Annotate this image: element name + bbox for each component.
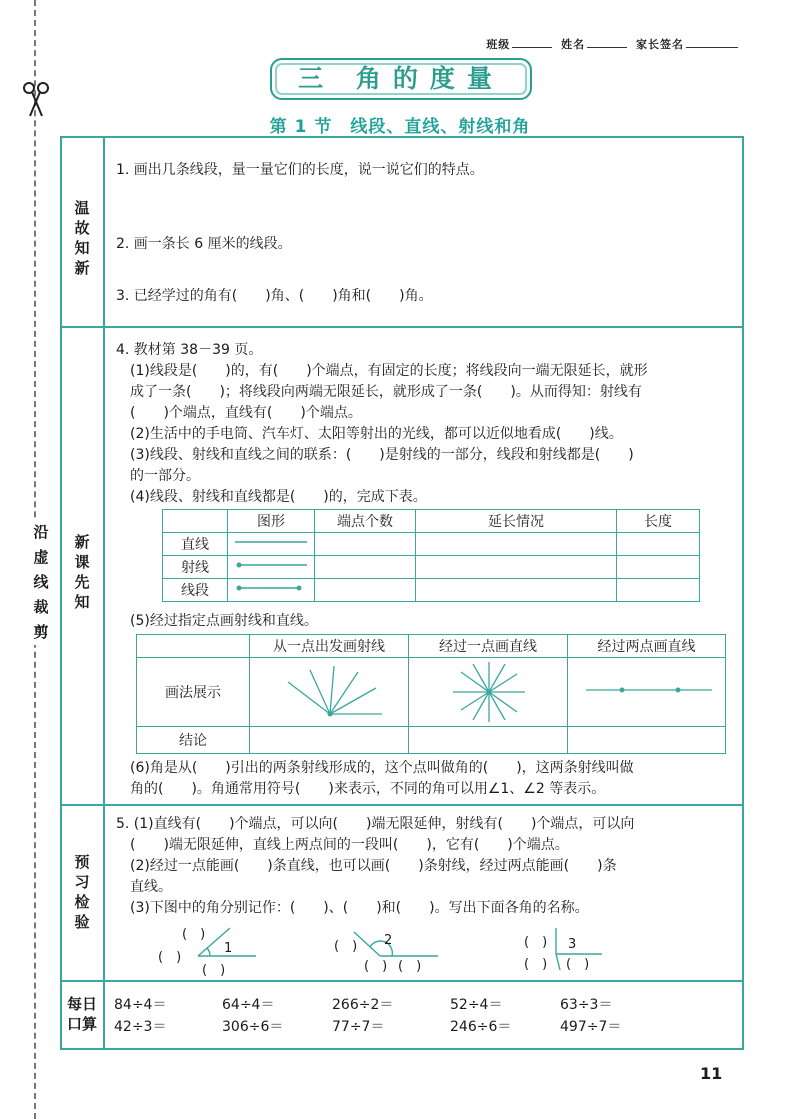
- table-header-cell: [137, 635, 250, 658]
- table-row: [137, 658, 726, 727]
- unit-title: 三 角的度量: [298, 64, 504, 93]
- daily-section-label: [62, 994, 102, 1034]
- table-row: [163, 579, 700, 602]
- lines-graphic: [413, 658, 563, 722]
- q4-1-line-b: 成了一条( )；将线段向两端无限延长，就形成了一条( )。从而得知：射线有: [130, 384, 642, 400]
- answer-cell[interactable]: [315, 556, 416, 579]
- new-label-text: 新 课 先 知: [74, 533, 90, 611]
- section-divider-2: [60, 804, 744, 806]
- angle-3-blank-bottom-2[interactable]: ( ): [566, 957, 590, 972]
- name-blank[interactable]: [587, 47, 627, 48]
- section-divider-3: [60, 980, 744, 982]
- q4-3-line-b: 的一部分。: [130, 468, 200, 484]
- calc-item: 497÷7＝: [560, 1019, 622, 1035]
- answer-cell[interactable]: [416, 533, 617, 556]
- answer-cell[interactable]: [315, 533, 416, 556]
- q4-6-line-a: (6)角是从( )引出的两条射线形成的，这个点叫做角的( )，这两条射线叫做: [130, 760, 634, 776]
- angle-1-label: 1: [224, 941, 233, 956]
- label-column-divider: [103, 136, 105, 1048]
- review-item-1: 1. 画出几条线段，量一量它们的长度，说一说它们的特点。: [116, 162, 484, 178]
- table-row: [163, 556, 700, 579]
- daily-label-text: 每日 口算: [66, 995, 97, 1033]
- table-header-cell: 经过一点画直线: [409, 635, 568, 658]
- q4-5: (5)经过指定点画射线和直线。: [130, 613, 318, 629]
- parent-sign-label: 家长签名: [636, 38, 684, 51]
- sign-line: [486, 36, 742, 52]
- q4-6-line-b: 角的( )。角通常用符号( )来表示，不同的角可以用∠1、∠2 等表示。: [130, 781, 606, 797]
- row-label: 结论: [137, 727, 250, 754]
- lines-through-point-figure: [409, 658, 568, 727]
- angle-2-blank-left[interactable]: ( ): [334, 939, 358, 954]
- table-header-cell: 从一点出发画射线: [250, 635, 409, 658]
- calc-item: 52÷4＝: [450, 997, 503, 1013]
- preview-label-text: 预 习 检 验: [74, 853, 90, 931]
- answer-cell[interactable]: [409, 727, 568, 754]
- angle-3-label: 3: [568, 937, 577, 952]
- review-section-label: [62, 198, 102, 278]
- q4-2: (2)生活中的手电筒、汽车灯、太阳等射出的光线，都可以近似地看成( )线。: [130, 426, 623, 442]
- table-row: [137, 727, 726, 754]
- angle-2-blank-bottom-1[interactable]: ( ): [364, 959, 388, 974]
- answer-cell[interactable]: [416, 579, 617, 602]
- ray-figure: [228, 556, 315, 579]
- answer-cell[interactable]: [416, 556, 617, 579]
- row-label: 射线: [163, 556, 228, 579]
- q4-3-line-a: (3)线段、射线和直线之间的联系：( )是射线的一部分，线段和射线都是( ): [130, 447, 634, 463]
- q4-1-line-a: (1)线段是( )的，有( )个端点，有固定的长度；将线段向一端无限延长，就形: [130, 363, 648, 379]
- table-row: [163, 533, 700, 556]
- angle-1-blank-left[interactable]: ( ): [158, 950, 182, 965]
- line-figure: [228, 533, 315, 556]
- row-label: 画法展示: [137, 658, 250, 727]
- q5-1-line-a: 5. (1)直线有( )个端点，可以向( )端无限延伸，射线有( )个端点，可以向: [116, 816, 635, 832]
- review-label-text: 温 故 知 新: [74, 199, 90, 277]
- review-item-2: 2. 画一条长 6 厘米的线段。: [116, 236, 292, 252]
- table-header-cell: [163, 510, 228, 533]
- calc-item: 84÷4＝: [114, 997, 167, 1013]
- q5-1-line-b: ( )端无限延伸，直线上两点间的一段叫( )，它有( )个端点。: [130, 837, 569, 853]
- calc-item: 77÷7＝: [332, 1019, 385, 1035]
- calc-item: 306÷6＝: [222, 1019, 284, 1035]
- textbook-pages: 4. 教材第 38－39 页。: [116, 342, 263, 358]
- new-section-label: [62, 532, 102, 612]
- answer-cell[interactable]: [250, 727, 409, 754]
- class-blank[interactable]: [512, 47, 552, 48]
- table-header-row: [163, 510, 700, 533]
- calc-item: 63÷3＝: [560, 997, 613, 1013]
- scissors-icon: [22, 80, 50, 120]
- segment-figure: [228, 579, 315, 602]
- two-point-line-graphic: [572, 658, 722, 722]
- rays-from-point-figure: [250, 658, 409, 727]
- table-header-cell: 端点个数: [315, 510, 416, 533]
- cut-instruction: 沿 虚 线 裁 剪: [30, 520, 52, 645]
- parent-sign-blank[interactable]: [686, 47, 738, 48]
- q5-2-line-a: (2)经过一点能画( )条直线，也可以画( )条射线，经过两点能画( )条: [130, 858, 617, 874]
- page-number: 11: [700, 1064, 723, 1083]
- table-header-cell: 长度: [617, 510, 700, 533]
- answer-cell[interactable]: [617, 556, 700, 579]
- row-label: 直线: [163, 533, 228, 556]
- table-header-row: [137, 635, 726, 658]
- calc-item: 266÷2＝: [332, 997, 394, 1013]
- segment-graphic: [231, 582, 311, 594]
- rays-graphic: [254, 658, 404, 722]
- answer-cell[interactable]: [315, 579, 416, 602]
- line-through-two-points-figure: [568, 658, 726, 727]
- q4-1-line-c: ( )个端点，直线有( )个端点。: [130, 405, 362, 421]
- answer-cell[interactable]: [617, 533, 700, 556]
- angle-3-blank-top[interactable]: ( ): [524, 935, 548, 950]
- q4-4: (4)线段、射线和直线都是( )的，完成下表。: [130, 489, 427, 505]
- class-label: 班级: [486, 38, 511, 51]
- angle-3-blank-bottom-1[interactable]: ( ): [524, 957, 548, 972]
- calc-item: 246÷6＝: [450, 1019, 512, 1035]
- calc-item: 42÷3＝: [114, 1019, 167, 1035]
- angle-2-blank-bottom-2[interactable]: ( ): [398, 959, 422, 974]
- q5-2-line-b: 直线。: [130, 879, 172, 895]
- name-label: 姓名: [561, 38, 586, 51]
- section-divider-1: [60, 326, 744, 328]
- table-header-cell: 经过两点画直线: [568, 635, 726, 658]
- answer-cell[interactable]: [617, 579, 700, 602]
- preview-section-label: [62, 852, 102, 932]
- q5-3: (3)下图中的角分别记作：( )、( )和( )。写出下面各角的名称。: [130, 900, 589, 916]
- row-label: 线段: [163, 579, 228, 602]
- line-graphic: [231, 536, 311, 548]
- angle-1-blank-top[interactable]: ( ): [182, 927, 206, 942]
- table-header-cell: 延长情况: [416, 510, 617, 533]
- answer-cell[interactable]: [568, 727, 726, 754]
- angle-2-label: 2: [384, 933, 393, 948]
- line-comparison-table: [162, 509, 700, 602]
- ray-graphic: [231, 559, 311, 571]
- section-title: 第 1 节 线段、直线、射线和角: [269, 117, 531, 137]
- angle-1-blank-bottom[interactable]: ( ): [202, 963, 226, 978]
- table-header-cell: 图形: [228, 510, 315, 533]
- calc-item: 64÷4＝: [222, 997, 275, 1013]
- drawing-table: [136, 634, 726, 754]
- review-item-3: 3. 已经学过的角有( )角、( )角和( )角。: [116, 288, 433, 304]
